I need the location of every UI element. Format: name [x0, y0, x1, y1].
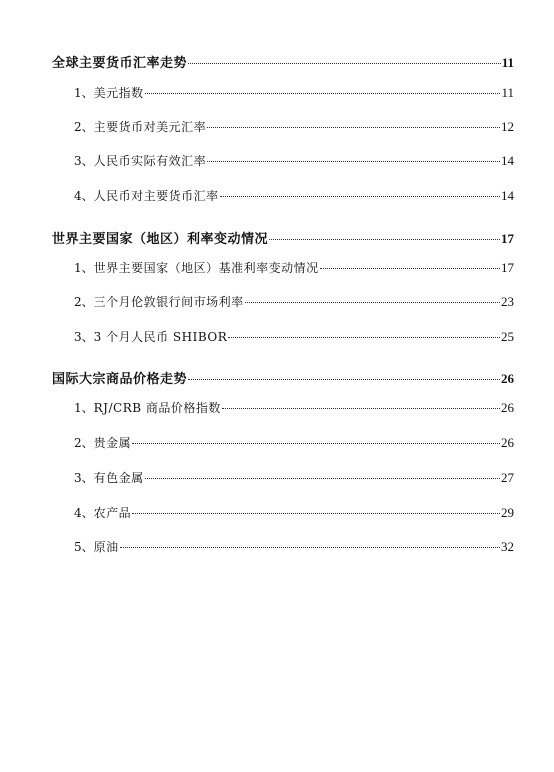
toc-section-global-currency-rates[interactable]	[52, 53, 514, 73]
toc-item-number: 2、	[74, 436, 94, 450]
toc-item[interactable]	[74, 468, 514, 488]
dot-leader	[145, 93, 501, 94]
toc-item[interactable]	[74, 186, 514, 206]
toc-page-number: 17	[501, 260, 514, 275]
toc-item[interactable]	[74, 327, 514, 347]
toc-page-number: 26	[501, 435, 514, 450]
dot-leader	[207, 127, 500, 128]
dot-leader	[245, 302, 500, 303]
toc-page-number: 27	[501, 470, 514, 485]
dot-leader	[132, 513, 500, 514]
toc-item-number: 3、	[74, 471, 94, 485]
toc-item-number: 1、	[74, 401, 94, 415]
dot-leader	[228, 337, 500, 338]
toc-item-title: 有色金属	[93, 471, 144, 485]
toc-page-number: 26	[501, 371, 514, 386]
dot-leader	[220, 196, 500, 197]
toc-page-number: 25	[501, 329, 514, 344]
dot-leader	[188, 379, 500, 380]
toc-page-number: 11	[501, 55, 514, 70]
dot-leader	[320, 268, 500, 269]
toc-section-title: 国际大宗商品价格走势	[52, 372, 188, 387]
toc-item-title: 世界主要国家（地区）基准利率变动情况	[93, 261, 319, 275]
toc-page-number: 12	[501, 119, 514, 134]
toc-item-number: 3、	[74, 330, 94, 344]
dot-leader	[222, 408, 500, 409]
toc-section-title: 全球主要货币汇率走势	[52, 56, 188, 71]
dot-leader	[269, 239, 500, 240]
toc-item-number: 3、	[74, 154, 94, 168]
toc-section-title: 世界主要国家（地区）利率变动情况	[52, 232, 269, 247]
toc-page-number: 11	[501, 85, 514, 100]
toc-page-number: 23	[501, 294, 514, 309]
toc-item-title: 农产品	[93, 506, 132, 520]
toc-section-interest-rates[interactable]	[52, 229, 514, 249]
toc-item[interactable]	[74, 537, 514, 557]
toc-page-number: 32	[501, 539, 514, 554]
dot-leader	[145, 478, 500, 479]
toc-item[interactable]	[74, 433, 514, 453]
toc-page-number: 14	[501, 188, 514, 203]
toc-item-number: 5、	[74, 540, 94, 554]
toc-page-number: 26	[501, 400, 514, 415]
toc-page-number: 14	[501, 153, 514, 168]
toc-item[interactable]	[74, 151, 514, 171]
toc-page-number: 17	[501, 231, 514, 246]
toc-item[interactable]	[74, 292, 514, 312]
toc-item-number: 4、	[74, 189, 94, 203]
toc-item-title: 3 个月人民币 SHIBOR	[93, 330, 228, 344]
toc-item-title: 人民币对主要货币汇率	[93, 189, 219, 203]
toc-item-title: 主要货币对美元汇率	[93, 120, 207, 134]
dot-leader	[207, 161, 500, 162]
toc-item[interactable]	[74, 503, 514, 523]
toc-item[interactable]	[74, 398, 514, 418]
toc-item-title: 贵金属	[93, 436, 132, 450]
dot-leader	[188, 63, 501, 64]
dot-leader	[132, 443, 500, 444]
toc-item[interactable]	[74, 258, 514, 278]
toc-item-number: 2、	[74, 295, 94, 309]
toc-item-title: 人民币实际有效汇率	[93, 154, 207, 168]
toc-section-commodity-prices[interactable]	[52, 369, 514, 389]
toc-item-title: 美元指数	[93, 86, 144, 100]
toc-item[interactable]	[74, 83, 514, 103]
toc-item-number: 2、	[74, 120, 94, 134]
toc-item-title: RJ/CRB 商品价格指数	[93, 401, 221, 415]
toc-item[interactable]	[74, 117, 514, 137]
toc-item-title: 原油	[93, 540, 119, 554]
toc-page-number: 29	[501, 505, 514, 520]
toc-item-title: 三个月伦敦银行间市场利率	[93, 295, 244, 309]
dot-leader	[120, 547, 500, 548]
toc-item-number: 1、	[74, 86, 94, 100]
toc-item-number: 4、	[74, 506, 94, 520]
toc-item-number: 1、	[74, 261, 94, 275]
